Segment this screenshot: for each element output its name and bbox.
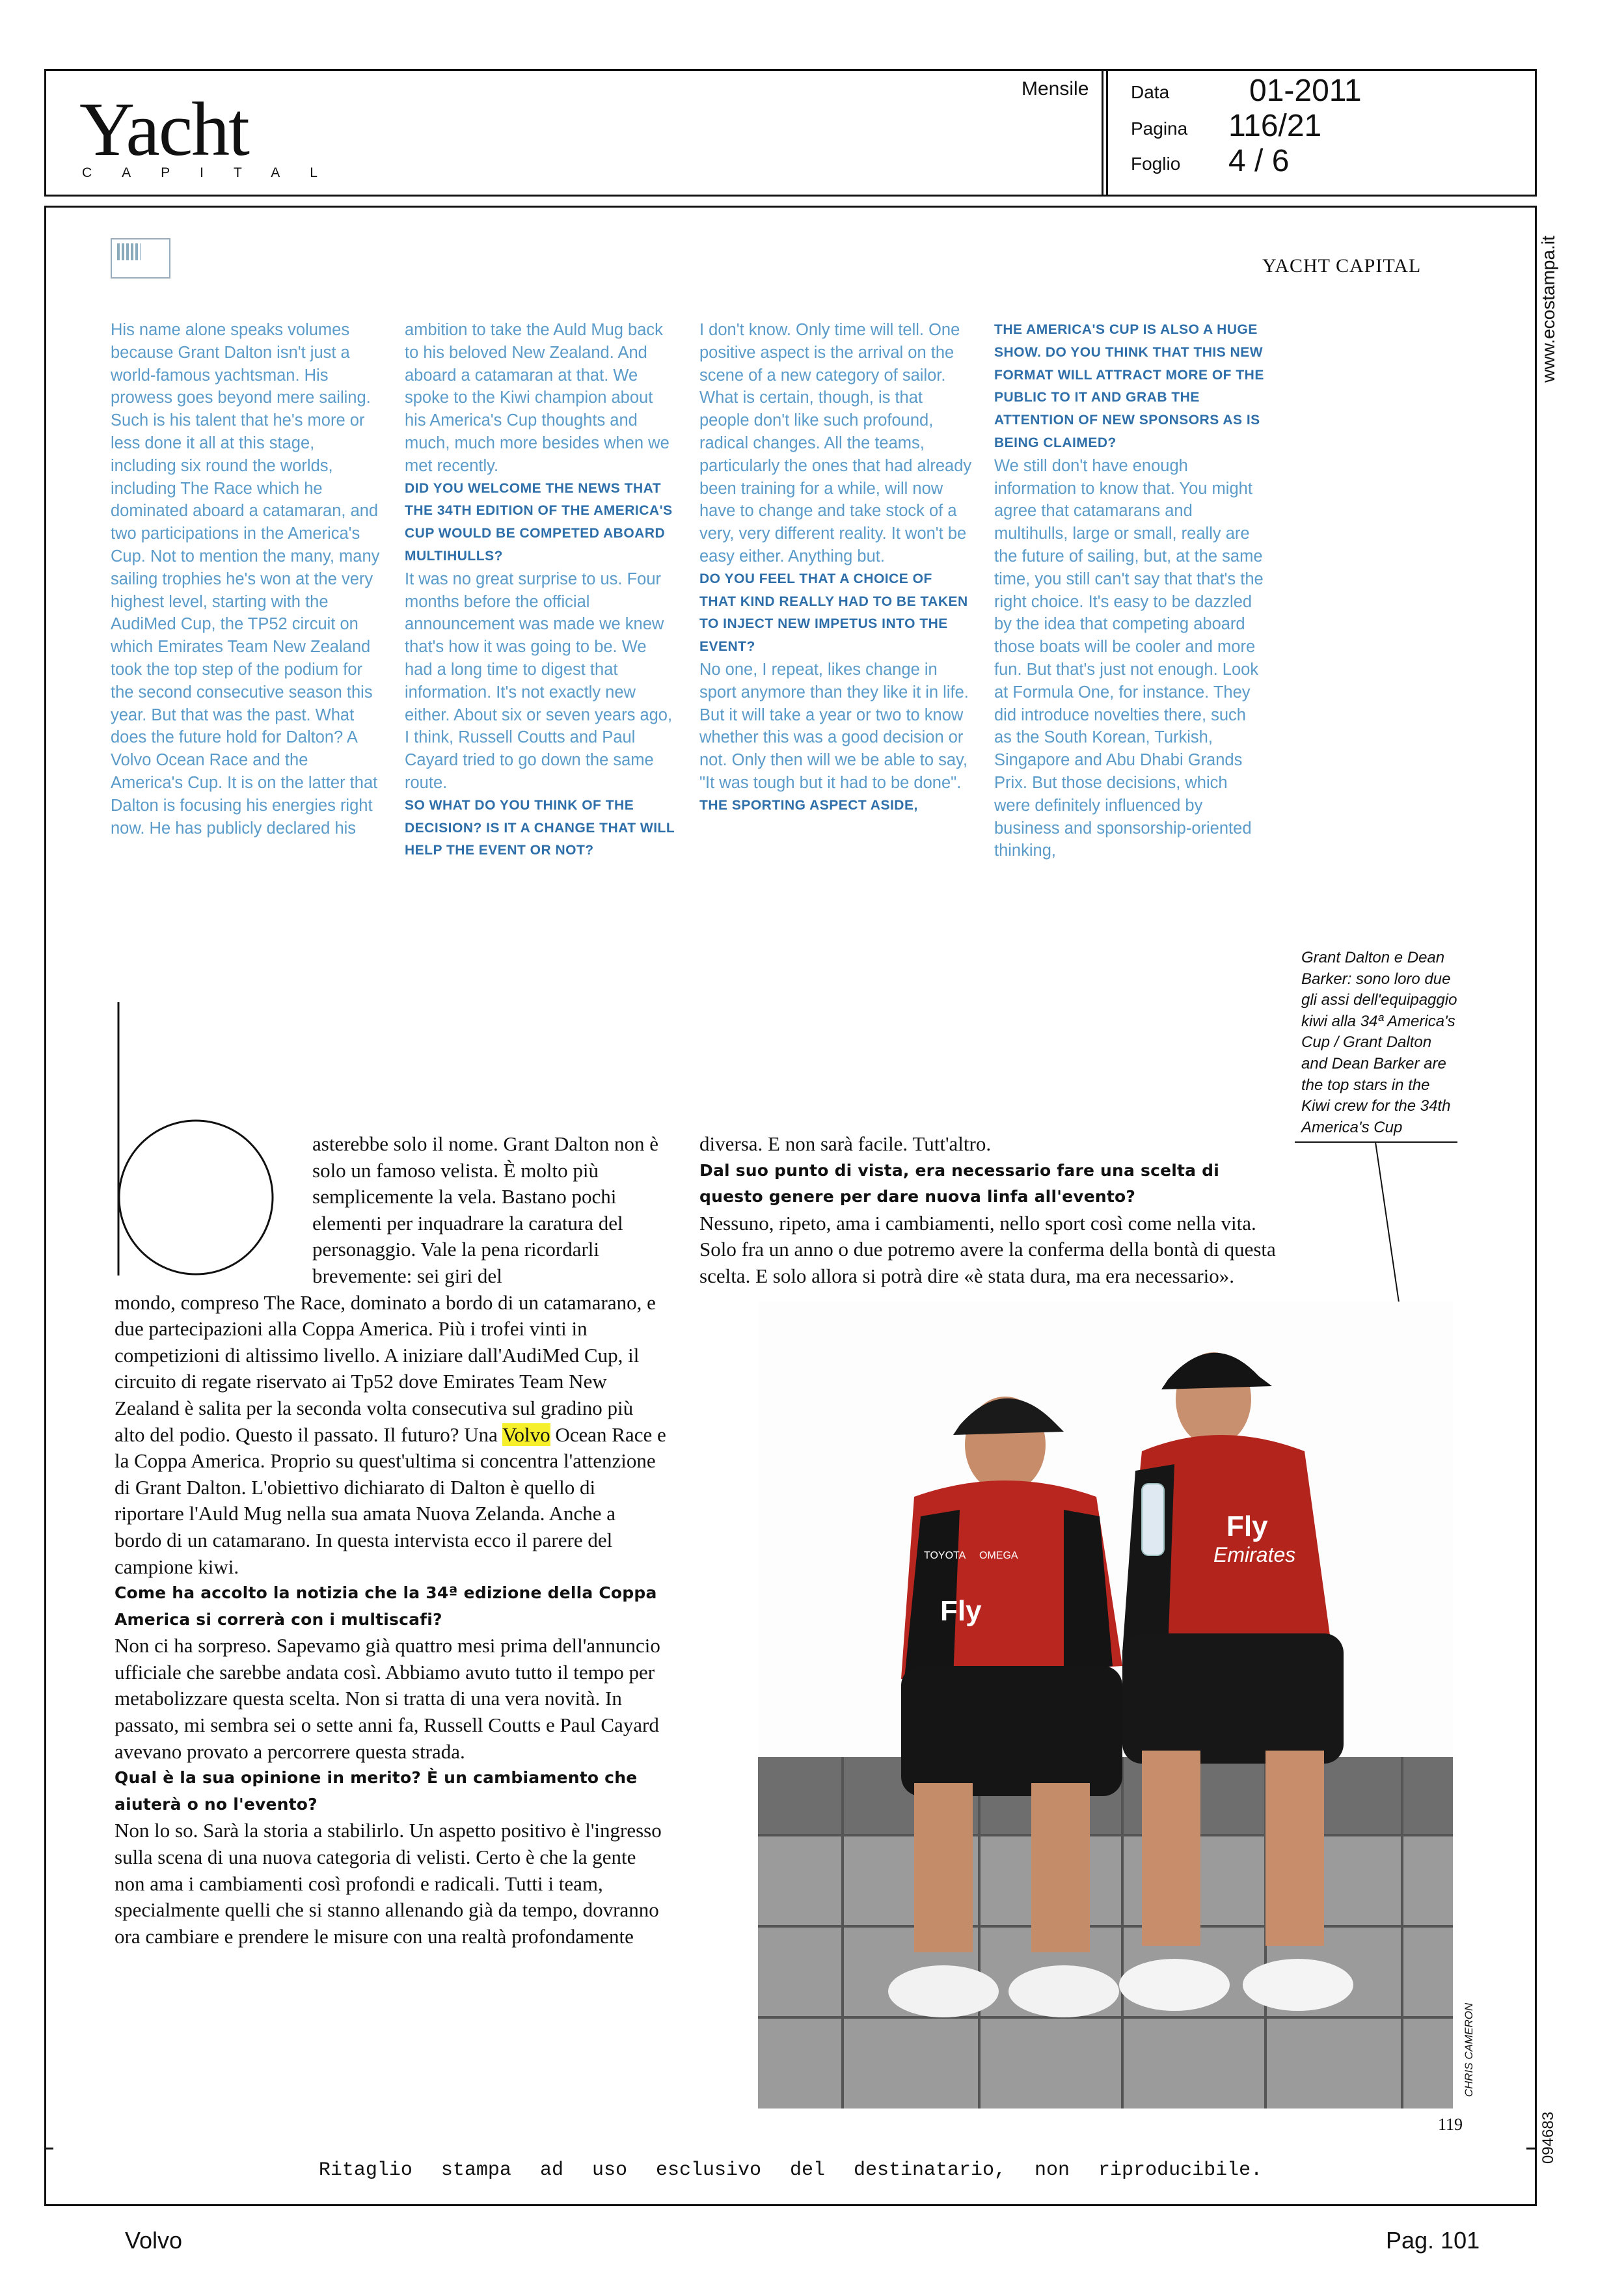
foglio-value: 4 / 6 <box>1228 144 1290 178</box>
pagina-value: 116/21 <box>1228 109 1322 143</box>
italian-answer: diversa. E non sarà facile. Tutt'altro. <box>699 1132 992 1155</box>
shirt-text: Emirates <box>1213 1543 1296 1566</box>
header-divider <box>1106 69 1108 197</box>
frequency-label: Mensile <box>1022 78 1089 100</box>
italian-answer: Non ci ha sorpreso. Sapevamo già quattro mesi prima dell'annuncio ufficiale che sarebbe andata così. Abbiamo avuto tutto il tempo per metabolizzare questa scelta. Non si tratta di una vera novità. In passato, mi sembra sei o sette anni fa, Russell Coutts e Paul Cayard avevano provato a percorrere questa strada. <box>115 1634 660 1763</box>
italian-text: mondo, compreso The Race, dominato a bordo di un catamarano, e due partecipazioni alla Coppa America. Più i trofei vinti in competizioni di altissimo livello. A iniziare dall'AudiMed Cup, il circuito di regate riservato ai Tp52 dove Emirates Team New Zealand è salita per la seconda volta consecutiva sul gradino più alto del podio. Questo il passato. Il futuro? Una <box>115 1290 656 1446</box>
italian-answer: Nessuno, ripeto, ama i cambiamenti, nello sport così come nella vita. Solo fra un anno o due potremo avere la conferma della bontà di questa scelta. E solo allora si potrà dire «è stata dura, ma era necessario». <box>699 1211 1276 1287</box>
shirt-text: Fly <box>940 1595 982 1627</box>
italian-question: Dal suo punto di vista, era necessario fare una scelta di questo genere per dare nuova linfa all'evento? <box>699 1160 1220 1207</box>
website-label <box>1529 215 1568 403</box>
crop-mark <box>1526 2148 1536 2149</box>
clipping-code-text: 094683 <box>1539 2111 1557 2164</box>
english-question: DID YOU WELCOME THE NEWS THAT THE 34TH EDITION OF THE AMERICA'S CUP WOULD BE COMPETED ABOARD MULTIHULLS? <box>405 480 673 564</box>
english-question: DO YOU FEEL THAT A CHOICE OF THAT KIND REALLY HAD TO BE TAKEN TO INJECT NEW IMPETUS INTO THE EVENT? <box>699 571 968 655</box>
shirt-sponsor: OMEGA <box>979 1550 1018 1561</box>
english-column-4 <box>994 319 1267 862</box>
italian-text: Ocean Race e la Coppa America. Proprio su quest'ultima si concentra l'attenzione di Grant Dalton. L'obiettivo dichiarato di Dalton è quello di riportare l'Auld Mug nella sua amata Nuova Zelanda. Anche a bordo di un catamarano. In questa intervista ecco il parere del campione kiwi. <box>115 1423 666 1578</box>
english-paragraph: I don't know. Only time will tell. One positive aspect is the arrival on the scene of a new category of sailor. What is certain, though, is that people don't like such profound, radical changes. All the teams, particularly the ones that had already been training for a while, will now have to change and take stock of a very, very different reality. It won't be easy either. Anything but. <box>699 321 972 566</box>
shirt-sponsor: TOYOTA <box>924 1550 966 1561</box>
english-question: SO WHAT DO YOU THINK OF THE DECISION? IS IT A CHANGE THAT WILL HELP THE EVENT OR NOT? <box>405 797 675 858</box>
photo-credit-text: CHRIS CAMERON <box>1463 2002 1475 2097</box>
english-paragraph: No one, I repeat, likes change in sport anymore than they like it in life. But it will take a year or two to know whether this was a good decision or not. Only then will we be able to say, "It was tough but it had to be done". <box>699 660 969 792</box>
header-divider <box>1102 69 1103 197</box>
italian-column-left <box>115 1131 668 1950</box>
footer-page: Pag. 101 <box>1386 2227 1480 2254</box>
foglio-label: Foglio <box>1131 154 1181 174</box>
page-number: 119 <box>1438 2115 1463 2134</box>
english-column-2 <box>405 319 678 862</box>
photo-credit <box>1456 1991 1482 2108</box>
shirt-text: Fly <box>1226 1510 1268 1542</box>
english-paragraph: We still don't have enough information to know that. You might agree that catamarans and multihulls, large or small, really are the future of sailing, but, at the same time, you still can't say that that's the right choice. It's easy to be dazzled by the idea that competing aboard those boats will be cooler and more fun. But that's just not enough. Look at Formula One, for instance. They did introduce novelties there, such as the South Korean, Turkish, Singapore and Abu Dhabi Grands Prix. But those decisions, which were definitely influenced by business and sponsorship-oriented thinking, <box>994 456 1264 860</box>
crop-mark <box>44 2148 53 2149</box>
section-logo-icon <box>111 238 170 279</box>
logo-subtitle: CAPITAL <box>82 165 347 180</box>
disclaimer: Ritaglio stampa ad uso esclusivo del destinatario, non riproducibile. <box>318 2159 1263 2181</box>
italian-question: Qual è la sua opinione in merito? È un cambiamento che aiuterà o no l'evento? <box>115 1768 638 1814</box>
italian-column-right <box>699 1131 1285 1290</box>
logo-wordmark: Yacht <box>79 87 249 172</box>
english-paragraph: ambition to take the Auld Mug back to his beloved New Zealand. And aboard a catamaran at that. We spoke to the Kiwi champion about his America's Cup thoughts and much, much more besides when we met recently. <box>405 321 670 475</box>
english-column-1 <box>111 319 384 839</box>
publication-logo <box>79 87 347 181</box>
data-label: Data <box>1131 82 1170 102</box>
photo-caption: Grant Dalton e Dean Barker: sono loro due gli assi dell'equipaggio kiwi alla 34ª America's Cup / Grant Dalton and Dean Barker are the top stars in the Kiwi crew for the 34th America's Cup <box>1301 949 1457 1136</box>
italian-answer: Non lo so. Sarà la storia a stabilirlo. Un aspetto positivo è l'ingresso sulla scena di una nuova categoria di velisti. Certo è che la gente non ama i cambiamenti così profondi e radicali. Tutti i team, specialmente quelli che si stanno allenando già da tempo, dovranno ora cambiare e prendere le misure con una realtà profondamente <box>115 1819 662 1948</box>
english-question: THE AMERICA'S CUP IS ALSO A HUGE SHOW. DO YOU THINK THAT THIS NEW FORMAT WILL ATTRACT MORE OF THE PUBLIC TO IT AND GRAB THE ATTENTION OF NEW SPONSORS AS IS BEING CLAIMED? <box>994 322 1264 450</box>
italian-intro: asterebbe solo il nome. Grant Dalton non è solo un famoso velista. È molto più semplicemente la vela. Bastano pochi elementi per inquadrare la caratura del personaggio. Vale la pena ricordarli brevemente: sei giri del <box>312 1132 659 1287</box>
data-value: 01-2011 <box>1249 74 1362 108</box>
highlighted-keyword: Volvo <box>502 1423 550 1446</box>
english-question: THE SPORTING ASPECT ASIDE, <box>699 797 918 813</box>
footer-keyword: Volvo <box>125 2227 183 2254</box>
running-head: YACHT CAPITAL <box>1262 255 1422 277</box>
english-column-3 <box>699 319 973 817</box>
pagina-label: Pagina <box>1131 118 1188 139</box>
english-paragraph: It was no great surprise to us. Four months before the official announcement was made we knew that's how it was going to be. We had a long time to digest that information. It's not exactly new either. About six or seven years ago, I think, Russell Coutts and Paul Cayard tried to go down the same route. <box>405 569 673 792</box>
photo-dalton-barker <box>758 1302 1453 2108</box>
website-text: www.ecostampa.it <box>1538 236 1558 383</box>
italian-paragraph <box>115 1290 668 1581</box>
italian-question: Come ha accolto la notizia che la 34ª edizione della Coppa America si correrà con i multiscafi? <box>115 1583 657 1629</box>
english-paragraph: His name alone speaks volumes because Grant Dalton isn't just a world-famous yachtsman. His prowess goes beyond mere sailing. Such is his talent that he's more or less done it all at this stage, including six round the worlds, including The Race which he dominated aboard a catamaran, and two participations in the America's Cup. Not to mention the many, many sailing trophies he's won at the very highest level, starting with the AudiMed Cup, the TP52 circuit on which Emirates Team New Zealand took the top step of the podium for the second consecutive season this year. But that was the past. What does the future hold for Dalton? A Volvo Ocean Race and the America's Cup. It is on the latter that Dalton is focusing his energies right now. He has publicly declared his <box>111 321 380 838</box>
